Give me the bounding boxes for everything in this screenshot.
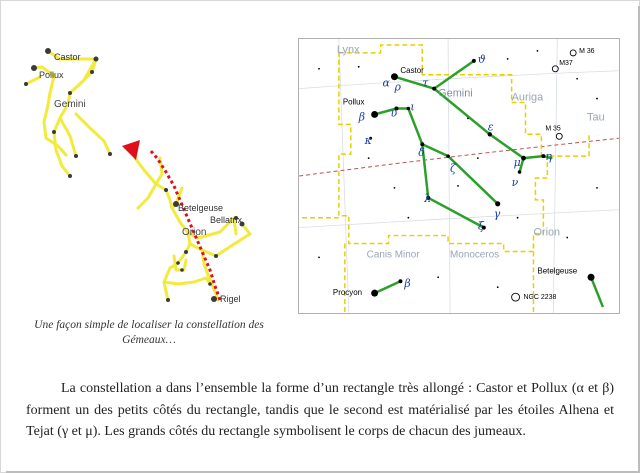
greek-delta: δ — [418, 146, 425, 160]
label-bellatrix: Bellatrix — [210, 215, 243, 225]
greek-rho: ρ — [394, 80, 401, 94]
greek-upsilon: υ — [390, 106, 398, 120]
label-ngc2238: NGC 2238 — [523, 294, 557, 302]
label-canis-minor: Canis Minor — [366, 249, 420, 261]
direction-arrow-head — [122, 140, 140, 160]
gemini-star-map — [298, 38, 620, 314]
greek-epsilon: ε — [487, 120, 494, 134]
label-castor-map: Castor — [400, 65, 424, 75]
greek-nu: ν — [511, 175, 519, 189]
greek-lambda: λ — [424, 191, 432, 205]
label-procyon: Procyon — [332, 288, 363, 298]
gemini-orion-sketch — [10, 38, 280, 313]
greek-xi: ξ — [477, 219, 484, 233]
label-betelgeuse-map: Betelgeuse — [537, 266, 578, 276]
label-monoceros: Monoceros — [450, 249, 500, 261]
label-rigel: Rigel — [220, 294, 241, 304]
left-stars — [24, 48, 245, 302]
label-castor: Castor — [54, 52, 81, 62]
label-tau: Tau — [587, 111, 605, 124]
label-pollux: Pollux — [39, 70, 64, 80]
greek-beta: β — [358, 110, 366, 124]
greek-alpha: α — [382, 76, 390, 90]
label-auriga: Auriga — [511, 91, 544, 104]
greek-kappa: κ — [364, 134, 372, 148]
label-m36: M 36 — [579, 47, 595, 55]
label-gemini: Gemini — [54, 99, 86, 110]
greek-zeta: ζ — [450, 162, 456, 176]
label-m35: M 35 — [545, 125, 561, 133]
greek-tau: τ — [422, 76, 429, 90]
label-lynx: Lynx — [336, 43, 360, 56]
label-orion: Orion — [182, 227, 207, 238]
greek-iota: ι — [410, 100, 415, 114]
label-pollux-map: Pollux — [342, 97, 365, 107]
label-orion-map: Orion — [533, 226, 561, 239]
figure-caption: Une façon simple de localiser la constellation des Gémeaux… — [34, 319, 264, 346]
label-gemini-map: Gemini — [438, 87, 473, 100]
greek-eta: η — [545, 150, 552, 164]
greek-theta: ϑ — [477, 52, 486, 66]
label-betelgeuse: Betelgeuse — [178, 203, 224, 213]
greek-mu: μ — [513, 156, 521, 170]
greek-gamma: γ — [493, 207, 501, 221]
greek-beta-cmi: β — [404, 277, 411, 291]
label-m37: M37 — [559, 59, 573, 67]
body-paragraph: La constellation a dans l’ensemble la forme d’un rectangle très allongé : Castor et Pollux (α et β) forment un des petits côtés du rectangle, tandis que le second est matérialisé par les étoiles Alhena et Tejat (γ et μ). Les grands côtés du rectangle symbolisent le corps de chacun des jumeaux. — [26, 381, 614, 439]
